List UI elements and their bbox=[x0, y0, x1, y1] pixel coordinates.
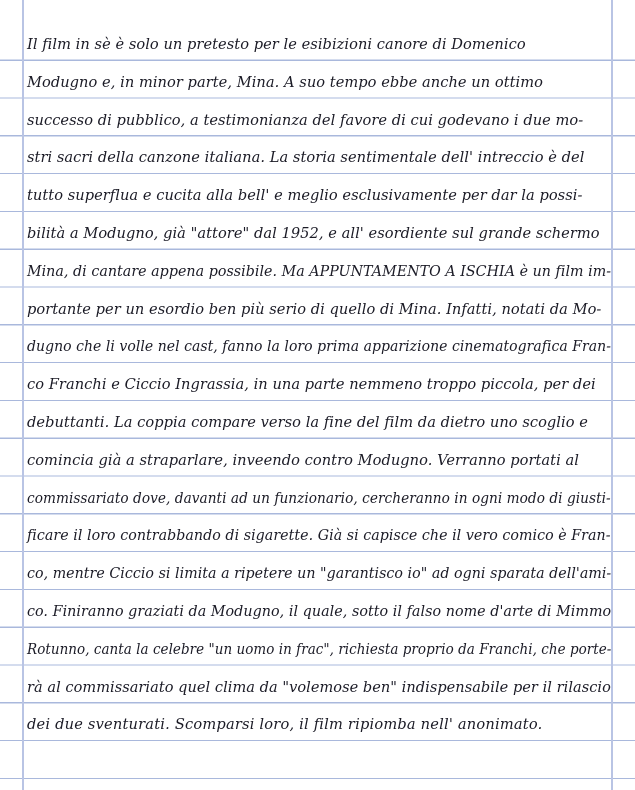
left-margin-line bbox=[22, 0, 24, 790]
text-line: co. Finiranno graziati da Modugno, il quale, sotto il falso nome d'arte di Mimmo bbox=[27, 602, 612, 620]
text-line: stri sacri della canzone italiana. La storia sentimentale dell' intreccio è del bbox=[27, 149, 585, 167]
text-line: dei due sventurati. Scomparsi loro, il film ripiomba nell' anonimato. bbox=[27, 716, 543, 734]
text-line: rà al commissariato quel clima da "volemose ben" indispensabile per il rilascio bbox=[27, 678, 611, 696]
text-line: Modugno e, in minor parte, Mina. A suo tempo ebbe anche un ottimo bbox=[27, 73, 543, 91]
text-line: dugno che li volle nel cast, fanno la loro prima apparizione cinematografica Fran- bbox=[27, 338, 611, 356]
text-line: comincia già a straparlare, inveendo contro Modugno. Verranno portati al bbox=[27, 451, 579, 469]
text-line: Mina, di cantare appena possibile. Ma APPUNTAMENTO A ISCHIA è un film im- bbox=[27, 262, 612, 280]
text-line: Rotunno, canta la celebre "un uomo in frac", richiesta proprio da Franchi, che porte- bbox=[27, 640, 612, 658]
text-line: bilità a Modugno, già "attore" dal 1952, e all' esordiente sul grande schermo bbox=[27, 224, 600, 242]
text-line: ficare il loro contrabbando di sigarette. Già si capisce che il vero comico è Fran- bbox=[27, 527, 611, 545]
right-margin-line bbox=[611, 0, 613, 790]
text-line: successo di pubblico, a testimonianza del favore di cui godevano i due mo- bbox=[27, 111, 584, 129]
text-line: debuttanti. La coppia compare verso la fine del film da dietro uno scoglio e bbox=[27, 413, 588, 431]
text-line: co Franchi e Ciccio Ingrassia, in una parte nemmeno troppo piccola, per dei bbox=[27, 376, 596, 394]
text-line: Il film in sè è solo un pretesto per le esibizioni canore di Domenico bbox=[27, 36, 526, 53]
text-line: portante per un esordio ben più serio di quello di Mina. Infatti, notati da Mo- bbox=[27, 300, 602, 318]
text-line: co, mentre Ciccio si limita a ripetere un "garantisco io" ad ogni sparata dell'ami- bbox=[27, 565, 612, 583]
handwritten-text-block bbox=[27, 26, 611, 744]
text-line: commissariato dove, davanti ad un funzionario, cercheranno in ogni modo di giusti- bbox=[27, 489, 611, 507]
text-line: tutto superflua e cucita alla bell' e meglio esclusivamente per dar la possi- bbox=[27, 187, 583, 205]
